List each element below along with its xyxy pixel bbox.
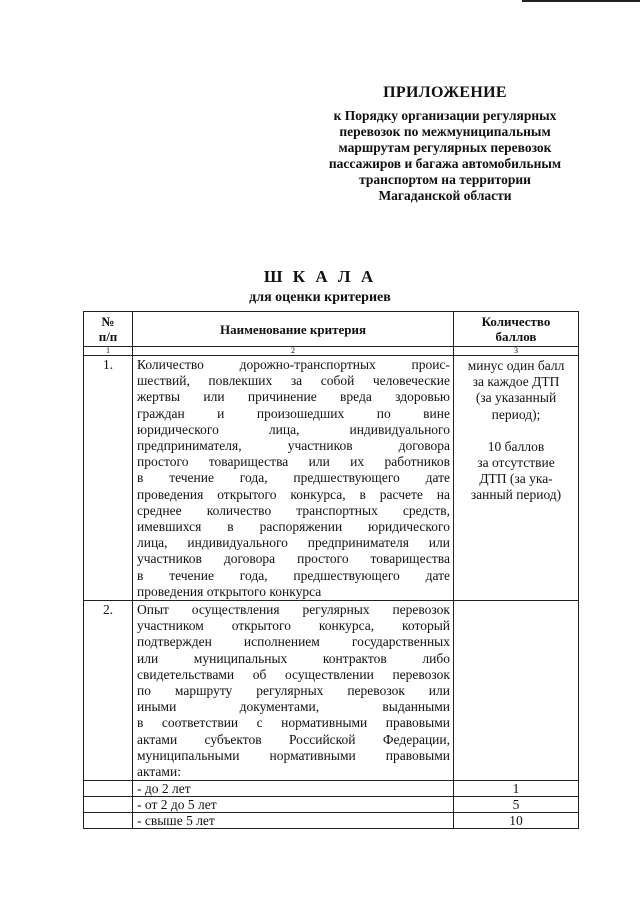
criterion-line: проведения открытого конкурса, в расчете на	[137, 486, 450, 502]
empty-cell	[84, 813, 133, 829]
criterion-line: жертвы или причинение вреда здоровью	[137, 389, 450, 405]
points-line: ДТП (за ука-	[479, 471, 553, 487]
criterion-line: актами субъектов Российской Федерации,	[137, 731, 450, 747]
annex-line: пассажиров и багажа автомобильным	[328, 156, 562, 171]
criterion-line: юридического лица, индивидуального	[137, 421, 450, 437]
table-row	[84, 781, 579, 797]
header-points-line1: Количество	[481, 314, 551, 329]
row-number: 2.	[84, 601, 133, 781]
annex-line: Магаданской области	[378, 188, 512, 203]
criterion-line: проведения открытого конкурса	[137, 583, 322, 599]
table-row	[84, 601, 579, 781]
column-index: 1	[84, 347, 133, 356]
criterion-line: по маршруту регулярных перевозок или	[137, 683, 450, 699]
criterion-line: Количество дорожно-транспортных проис-	[137, 357, 450, 372]
spacer	[454, 423, 578, 439]
points-line: занный период)	[470, 487, 562, 503]
header-points-line2: баллов	[495, 329, 537, 344]
column-index: 3	[454, 347, 579, 356]
criterion-line: лица, индивидуального предпринимателя или	[137, 535, 450, 551]
criterion-text	[133, 356, 454, 601]
table-row	[84, 356, 579, 601]
header-row	[84, 312, 579, 347]
annex-line: к Порядку организации регулярных	[333, 108, 557, 123]
criterion-line: граждан и произошедших по вине	[137, 405, 450, 421]
header-points	[454, 312, 579, 347]
sub-row-label: - до 2 лет	[133, 781, 454, 797]
table-row	[84, 797, 579, 813]
criterion-line: предпринимателя, участников договора	[137, 438, 450, 454]
annex-block	[300, 84, 590, 204]
criterion-line: в течение года, предшествующего дате	[137, 470, 450, 486]
criterion-line: участников договора простого товарищества	[137, 551, 450, 567]
criterion-line: простого товарищества или их работников	[137, 454, 450, 470]
criterion-line: Опыт осуществления регулярных перевозок	[137, 602, 450, 618]
top-right-mark	[522, 0, 640, 2]
points-cell	[454, 356, 579, 601]
points-line: за отсутствие	[477, 455, 555, 471]
annex-title: ПРИЛОЖЕНИЕ	[383, 84, 507, 101]
criterion-line: иными документами, выданными	[137, 699, 450, 715]
criteria-table	[83, 311, 579, 829]
criterion-line: среднее количество транспортных средств,	[137, 502, 450, 518]
criterion-line: в соответствии с нормативными правовыми	[137, 715, 450, 731]
sub-row-value: 1	[454, 781, 579, 797]
criterion-line: или муниципальных контрактов либо	[137, 650, 450, 666]
points-line: минус один балл	[467, 358, 565, 373]
empty-cell	[84, 797, 133, 813]
criterion-line: имевшихся в распоряжении юридического	[137, 519, 450, 535]
scale-title: Ш К А Л А	[263, 267, 377, 286]
sub-row-label: - свыше 5 лет	[133, 813, 454, 829]
criterion-line: подтвержден исполнением государственных	[137, 634, 450, 650]
criterion-text	[133, 601, 454, 781]
criterion-line: актами:	[137, 764, 181, 780]
header-name: Наименование критерия	[133, 312, 454, 347]
header-num	[84, 312, 133, 347]
header-num-line2: п/п	[98, 329, 118, 344]
points-line: (за указанный	[475, 390, 557, 406]
points-line: 10 баллов	[487, 438, 545, 454]
criterion-line: муниципальными нормативными правовыми	[137, 747, 450, 763]
criterion-line: в течение года, предшествующего дате	[137, 567, 450, 583]
annex-line: перевозок по межмуниципальным	[339, 124, 551, 139]
points-line: за каждое ДТП	[472, 374, 560, 390]
row-number: 1.	[84, 356, 133, 601]
criterion-line: свидетельствами об осуществлении перевозок	[137, 666, 450, 682]
points-line: период);	[491, 406, 541, 422]
sub-row-value: 10	[454, 813, 579, 829]
header-num-line1: №	[101, 314, 115, 329]
points-cell	[454, 601, 579, 781]
table-row	[84, 813, 579, 829]
column-index-row	[84, 347, 579, 356]
column-index: 2	[133, 347, 454, 356]
annex-line: маршрутам регулярных перевозок	[338, 140, 552, 155]
criterion-line: участником открытого конкурса, который	[137, 618, 450, 634]
criterion-line: шествий, повлекших за собой человеческие	[137, 373, 450, 389]
scale-subtitle: для оценки критериев	[249, 290, 391, 305]
empty-cell	[84, 781, 133, 797]
annex-line: транспортом на территории	[359, 172, 531, 187]
sub-row-value: 5	[454, 797, 579, 813]
sub-row-label: - от 2 до 5 лет	[133, 797, 454, 813]
